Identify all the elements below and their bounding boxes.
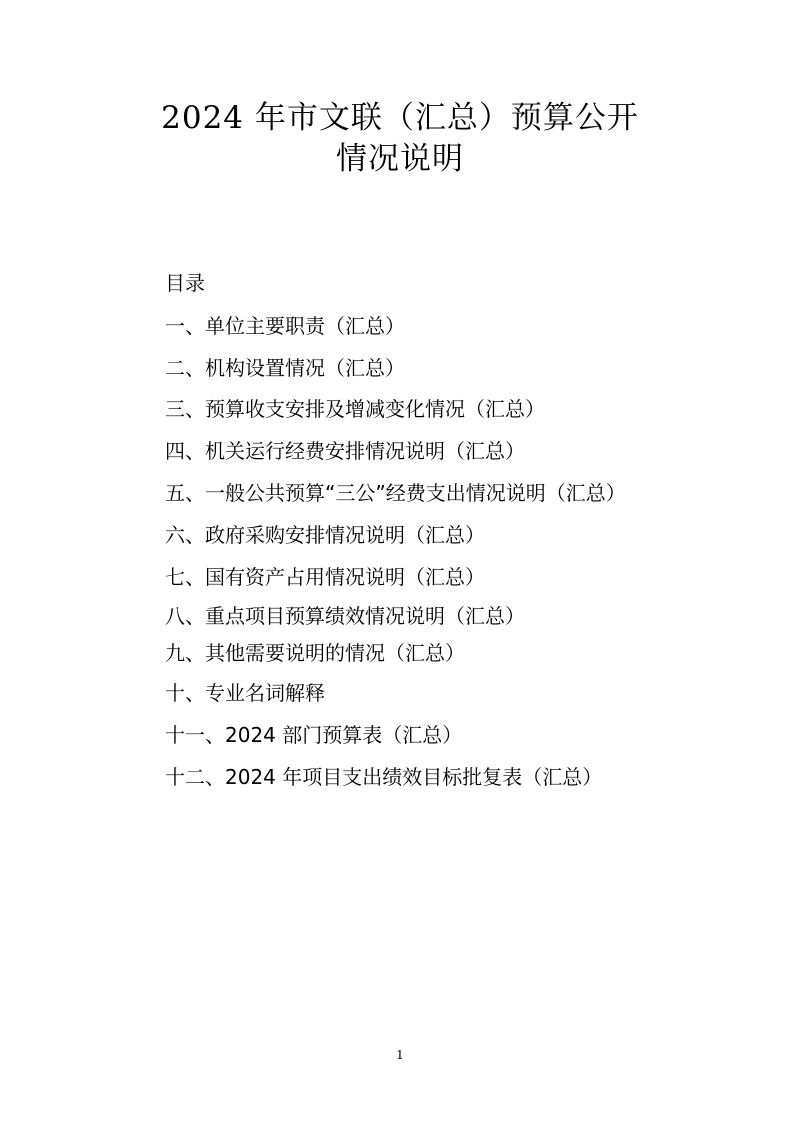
toc-item-6: 六、政府采购安排情况说明（汇总） <box>165 523 485 547</box>
document-title-line-1: 2024 年市文联（汇总）预算公开 <box>161 100 639 136</box>
toc-item-4: 四、机关运行经费安排情况说明（汇总） <box>165 439 525 463</box>
toc-item-7: 七、国有资产占用情况说明（汇总） <box>165 565 485 589</box>
document-title-line-2: 情况说明 <box>336 141 464 177</box>
toc-heading: 目录 <box>165 271 205 295</box>
toc-item-2: 二、机构设置情况（汇总） <box>165 356 405 380</box>
toc-item-5: 五、一般公共预算“三公”经费支出情况说明（汇总） <box>165 481 626 505</box>
toc-item-1: 一、单位主要职责（汇总） <box>165 314 405 338</box>
toc-item-11: 十一、2024 部门预算表（汇总） <box>165 723 463 747</box>
toc-item-3: 三、预算收支安排及增减变化情况（汇总） <box>165 397 545 421</box>
toc-item-10: 十、专业名词解释 <box>165 681 325 705</box>
toc-item-9: 九、其他需要说明的情况（汇总） <box>165 641 465 665</box>
toc-item-8: 八、重点项目预算绩效情况说明（汇总） <box>165 604 525 628</box>
toc-item-12: 十二、2024 年项目支出绩效目标批复表（汇总） <box>165 765 603 789</box>
page-number: 1 <box>396 1048 404 1062</box>
